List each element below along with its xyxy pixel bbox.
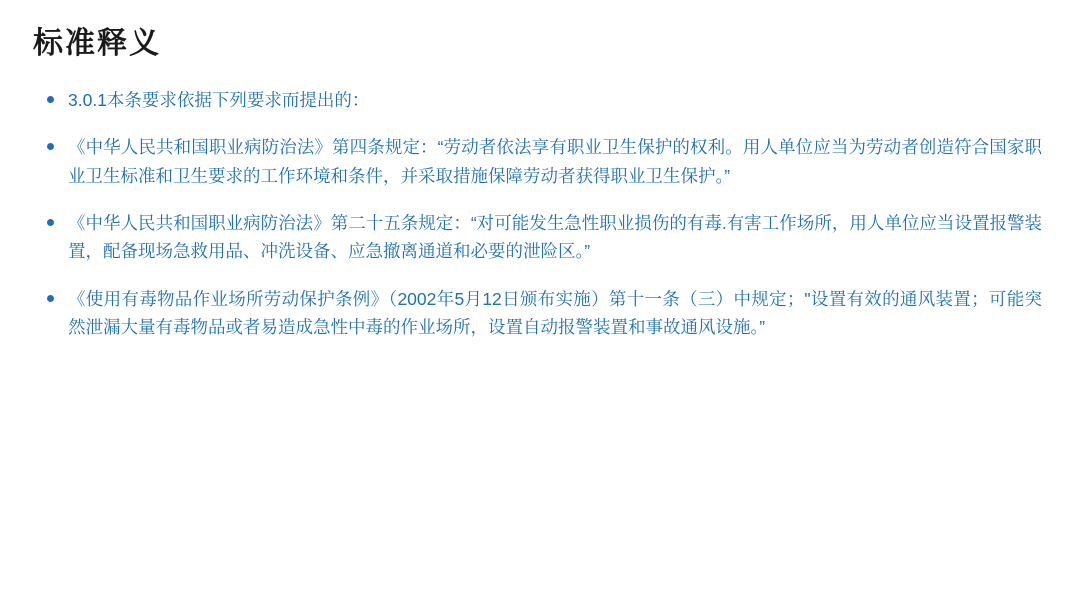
list-item-text: 《使用有毒物品作业场所劳动保护条例》（2002年5月12日颁布实施）第十一条（三）中规定；"设置有效的通风装置；可能突然泄漏大量有毒物品或者易造成急性中毒的作业场所，设置自动报警装置和事故通风设施。” [68,288,1042,338]
bullet-dot-icon [47,219,54,226]
list-item [42,209,1042,266]
list-item-text: 《中华人民共和国职业病防治法》第四条规定：“劳动者依法享有职业卫生保护的权利。用人单位应当为劳动者创造符合国家职业卫生标准和卫生要求的工作环境和条件，并采取措施保障劳动者获得职业卫生保护。” [68,137,1042,186]
bullet-dot-icon [47,295,54,302]
list-item [42,285,1042,342]
list-item [42,86,1042,114]
bullet-list [42,86,1042,341]
bullet-dot-icon [47,96,54,103]
page-title: 标准释义 [33,27,161,60]
bullet-dot-icon [47,143,54,150]
list-item-text: 3.0.1本条要求依据下列要求而提出的： [68,90,370,110]
list-item-text: 《中华人民共和国职业病防治法》第二十五条规定：“对可能发生急性职业损伤的有毒.有害工作场所，用人单位应当设置报警装置，配备现场急救用品、冲洗设备、应急撤离通道和必要的泄险区。” [68,213,1042,262]
list-item [42,133,1042,190]
